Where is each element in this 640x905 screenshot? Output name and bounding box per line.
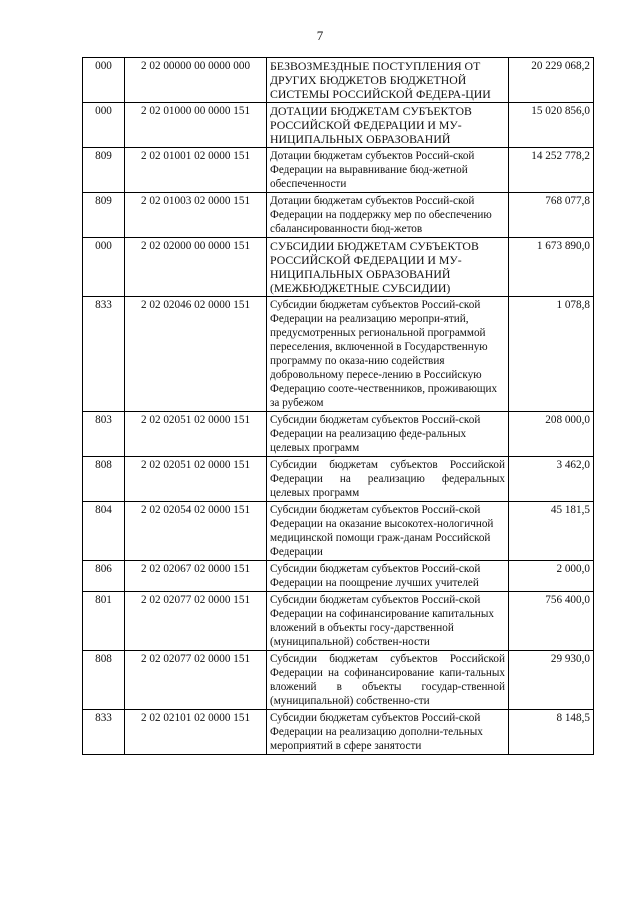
admin-code-cell: 809 [83, 193, 125, 238]
amount-cell: 2 000,0 [509, 561, 594, 592]
table-row [83, 457, 594, 502]
admin-code-cell: 809 [83, 148, 125, 193]
revenue-name-cell: БЕЗВОЗМЕЗДНЫЕ ПОСТУПЛЕНИЯ ОТ ДРУГИХ БЮДЖЕТОВ БЮДЖЕТНОЙ СИСТЕМЫ РОССИЙСКОЙ ФЕДЕРА-ЦИИ [267, 58, 509, 103]
amount-cell: 768 077,8 [509, 193, 594, 238]
revenue-name-cell: Субсидии бюджетам субъектов Россий-ской Федерации на реализацию дополни-тельных мероприятий в сфере занятости [267, 710, 509, 755]
admin-code-cell: 804 [83, 502, 125, 561]
admin-code-cell: 803 [83, 412, 125, 457]
budget-code-cell: 2 02 02051 02 0000 151 [125, 457, 267, 502]
budget-code-cell: 2 02 01001 02 0000 151 [125, 148, 267, 193]
admin-code-cell: 801 [83, 592, 125, 651]
budget-code-cell: 2 02 02054 02 0000 151 [125, 502, 267, 561]
revenue-table [82, 57, 594, 755]
budget-code-cell: 2 02 01000 00 0000 151 [125, 103, 267, 148]
admin-code-cell: 000 [83, 103, 125, 148]
table-row [83, 58, 594, 103]
amount-cell: 29 930,0 [509, 651, 594, 710]
table-row [83, 103, 594, 148]
budget-code-cell: 2 02 00000 00 0000 000 [125, 58, 267, 103]
revenue-name-cell: Субсидии бюджетам субъектов Российской Федерации на реализацию федеральных целевых программ [267, 457, 509, 502]
amount-cell: 756 400,0 [509, 592, 594, 651]
budget-code-cell: 2 02 02000 00 0000 151 [125, 238, 267, 297]
budget-code-cell: 2 02 02046 02 0000 151 [125, 297, 267, 412]
revenue-name-cell: Субсидии бюджетам субъектов Российской Федерации на софинансирование капи-тальных вложений в объекты государ-ственной (муниципальной) собственно-сти [267, 651, 509, 710]
budget-code-cell: 2 02 02051 02 0000 151 [125, 412, 267, 457]
amount-cell: 1 078,8 [509, 297, 594, 412]
table-body [83, 58, 594, 755]
admin-code-cell: 000 [83, 58, 125, 103]
table-row [83, 651, 594, 710]
table-row [83, 412, 594, 457]
revenue-name-cell: Субсидии бюджетам субъектов Россий-ской Федерации на софинансирование капитальных вложений в объекты госу-дарственной (муниципальной) собствен-ности [267, 592, 509, 651]
budget-code-cell: 2 02 02077 02 0000 151 [125, 592, 267, 651]
page-number: 7 [316, 28, 324, 43]
table-row [83, 193, 594, 238]
revenue-name-cell: Дотации бюджетам субъектов Россий-ской Федерации на выравнивание бюд-жетной обеспеченности [267, 148, 509, 193]
amount-cell: 20 229 068,2 [509, 58, 594, 103]
budget-code-cell: 2 02 02067 02 0000 151 [125, 561, 267, 592]
admin-code-cell: 808 [83, 457, 125, 502]
admin-code-cell: 000 [83, 238, 125, 297]
revenue-name-cell: Субсидии бюджетам субъектов Россий-ской Федерации на поощрение лучших учителей [267, 561, 509, 592]
revenue-name-cell: Субсидии бюджетам субъектов Россий-ской Федерации на реализацию меропри-ятий, предусмотренных региональной программой переселения, включенной в Государственную программу по оказа-нию содействия добровольному пересе-лению в Российскую Федерацию соотe-чественников, проживающих за рубежом [267, 297, 509, 412]
table-row [83, 238, 594, 297]
amount-cell: 3 462,0 [509, 457, 594, 502]
table-row [83, 710, 594, 755]
budget-code-cell: 2 02 01003 02 0000 151 [125, 193, 267, 238]
amount-cell: 14 252 778,2 [509, 148, 594, 193]
amount-cell: 208 000,0 [509, 412, 594, 457]
table-row [83, 297, 594, 412]
revenue-name-cell: СУБСИДИИ БЮДЖЕТАМ СУБЪЕКТОВ РОССИЙСКОЙ ФЕДЕРАЦИИ И МУ-НИЦИПАЛЬНЫХ ОБРАЗОВАНИЙ (МЕЖБЮДЖЕТНЫЕ СУБСИДИИ) [267, 238, 509, 297]
budget-code-cell: 2 02 02077 02 0000 151 [125, 651, 267, 710]
amount-cell: 1 673 890,0 [509, 238, 594, 297]
admin-code-cell: 808 [83, 651, 125, 710]
amount-cell: 45 181,5 [509, 502, 594, 561]
revenue-name-cell: Субсидии бюджетам субъектов Россий-ской Федерации на оказание высокотех-нологичной медицинской помощи граж-данам Российской Федерации [267, 502, 509, 561]
admin-code-cell: 806 [83, 561, 125, 592]
revenue-name-cell: ДОТАЦИИ БЮДЖЕТАМ СУБЪЕКТОВ РОССИЙСКОЙ ФЕДЕРАЦИИ И МУ-НИЦИПАЛЬНЫХ ОБРАЗОВАНИЙ [267, 103, 509, 148]
revenue-name-cell: Дотации бюджетам субъектов Россий-ской Федерации на поддержку мер по обеспечению сбалансированности бюд-жетов [267, 193, 509, 238]
revenue-name-cell: Субсидии бюджетам субъектов Россий-ской Федерации на реализацию феде-ральных целевых программ [267, 412, 509, 457]
table-row [83, 561, 594, 592]
table-row [83, 148, 594, 193]
admin-code-cell: 833 [83, 710, 125, 755]
table-row [83, 592, 594, 651]
amount-cell: 15 020 856,0 [509, 103, 594, 148]
admin-code-cell: 833 [83, 297, 125, 412]
budget-code-cell: 2 02 02101 02 0000 151 [125, 710, 267, 755]
table-row [83, 502, 594, 561]
amount-cell: 8 148,5 [509, 710, 594, 755]
